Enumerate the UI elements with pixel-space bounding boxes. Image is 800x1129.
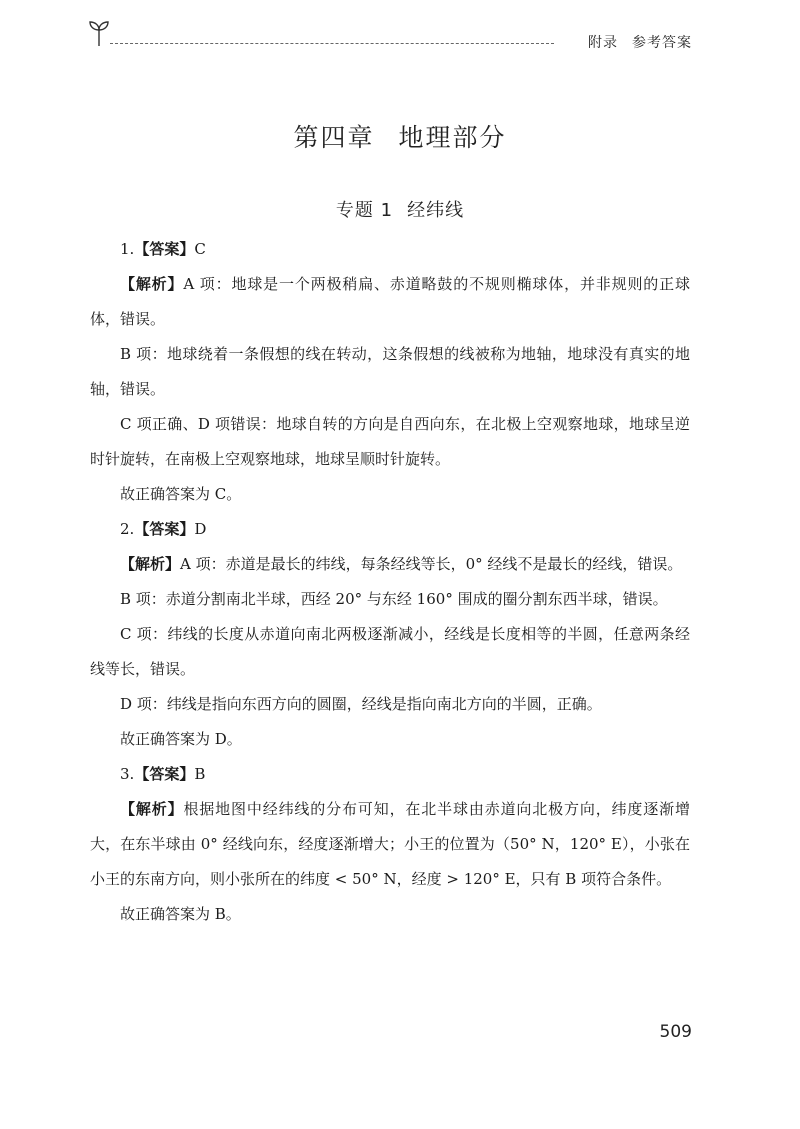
analysis-paragraph: 【解析】A 项：赤道是最长的纬线，每条经线等长，0° 经线不是最长的经线，错误。 [120,555,683,573]
analysis-point: B 项：地球绕着一条假想的线在转动，这条假想的线被称为地轴，地球没有真实的地轴，错误。 [90,345,690,398]
running-header [88,18,692,52]
header-rule [110,43,554,44]
conclusion: 故正确答案为 D。 [120,730,242,748]
page-number: 509 [659,1022,692,1042]
chapter-number: 第四章 [293,123,375,152]
section-title [0,196,800,222]
answer-line: 1.【答案】C [120,240,206,258]
header-title: 参考答案 [632,35,692,51]
answer-line: 2.【答案】D [120,520,207,538]
conclusion: 故正确答案为 B。 [120,905,241,923]
section-name: 经纬线 [407,200,465,221]
analysis-point: B 项：赤道分割南北半球，西经 20° 与东经 160° 围成的圈分割东西半球，错误。 [120,590,668,608]
answer-line: 3.【答案】B [120,765,206,783]
analysis-paragraph: 【解析】A 项：地球是一个两极稍扁、赤道略鼓的不规则椭球体，并非规则的正球体，错误。 [90,275,690,328]
answer-content [90,232,690,932]
analysis-point: C 项正确、D 项错误：地球自转的方向是自西向东，在北极上空观察地球，地球呈逆时针旋转，在南极上空观察地球，地球呈顺时针旋转。 [90,415,690,468]
header-text [588,32,692,52]
analysis-paragraph: 【解析】根据地图中经纬线的分布可知，在北半球由赤道向北极方向，纬度逐渐增大，在东半球由 0° 经线向东，经度逐渐增大；小王的位置为（50° N，120° E），小张在小王的东南方向，则小张所在的纬度 < 50° N，经度 > 120° E，只有 B 项符合条件。 [90,800,690,888]
analysis-point: D 项：纬线是指向东西方向的圆圈，经线是指向南北方向的半圆，正确。 [120,695,602,713]
section-number: 专题 1 [335,200,394,221]
sprout-icon [88,18,110,48]
header-section: 附录 [588,35,618,51]
chapter-name: 地理部分 [398,123,507,152]
conclusion: 故正确答案为 C。 [120,485,242,503]
chapter-title [0,118,800,154]
analysis-point: C 项：纬线的长度从赤道向南北两极逐渐减小，经线是长度相等的半圆，任意两条经线等长，错误。 [90,625,690,678]
